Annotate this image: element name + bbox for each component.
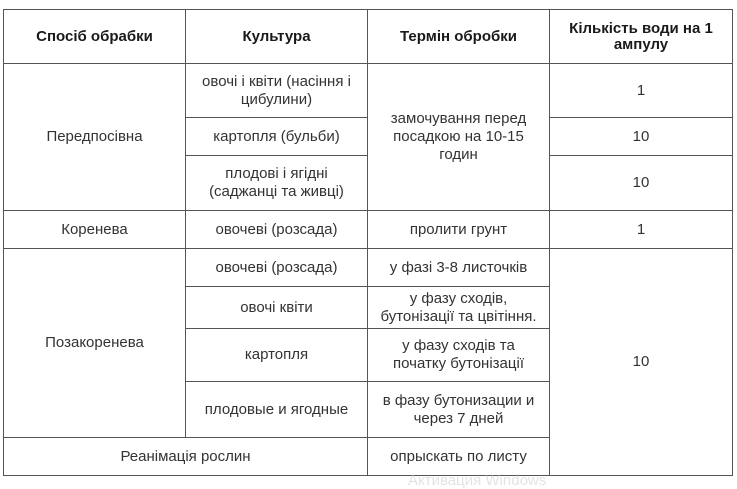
water-cell: 10 [550, 118, 733, 156]
culture-cell: овочеві (розсада) [186, 249, 368, 287]
term-cell: замочування перед посадкою на 10-15 годин [368, 64, 550, 211]
header-culture: Культура [186, 10, 368, 64]
method-cell: Позакоренева [4, 249, 186, 438]
header-water: Кількість води на 1 ампулу [550, 10, 733, 64]
water-cell: 1 [550, 64, 733, 118]
culture-cell: овочі і квіти (насіння і цибулини) [186, 64, 368, 118]
header-method: Спосіб обрабки [4, 10, 186, 64]
culture-cell: картопля (бульби) [186, 118, 368, 156]
activation-watermark: Активация Windows [408, 472, 547, 489]
culture-cell: овочеві (розсада) [186, 211, 368, 249]
header-row [4, 10, 733, 64]
table-row [4, 211, 733, 249]
method-cell: Коренева [4, 211, 186, 249]
water-cell: 10 [550, 156, 733, 211]
term-cell: пролити грунт [368, 211, 550, 249]
culture-cell: плодовые и ягодные [186, 382, 368, 438]
table-row [4, 64, 733, 118]
header-term: Термін обробки [368, 10, 550, 64]
method-cell: Реанімація рослин [4, 438, 368, 476]
term-cell: у фазі 3-8 листочків [368, 249, 550, 287]
term-cell: у фазу сходів та початку бутонізації [368, 329, 550, 382]
treatment-table [3, 9, 733, 476]
term-cell: у фазу сходів, бутонізації та цвітіння. [368, 287, 550, 329]
method-cell: Передпосівна [4, 64, 186, 211]
term-cell: в фазу бутонизации и через 7 дней [368, 382, 550, 438]
water-cell: 1 [550, 211, 733, 249]
culture-cell: овочі квіти [186, 287, 368, 329]
culture-cell: плодові і ягідні (саджанці та живці) [186, 156, 368, 211]
table-row [4, 249, 733, 287]
culture-cell: картопля [186, 329, 368, 382]
water-cell: 10 [550, 249, 733, 476]
term-cell: опрыскать по листу [368, 438, 550, 476]
